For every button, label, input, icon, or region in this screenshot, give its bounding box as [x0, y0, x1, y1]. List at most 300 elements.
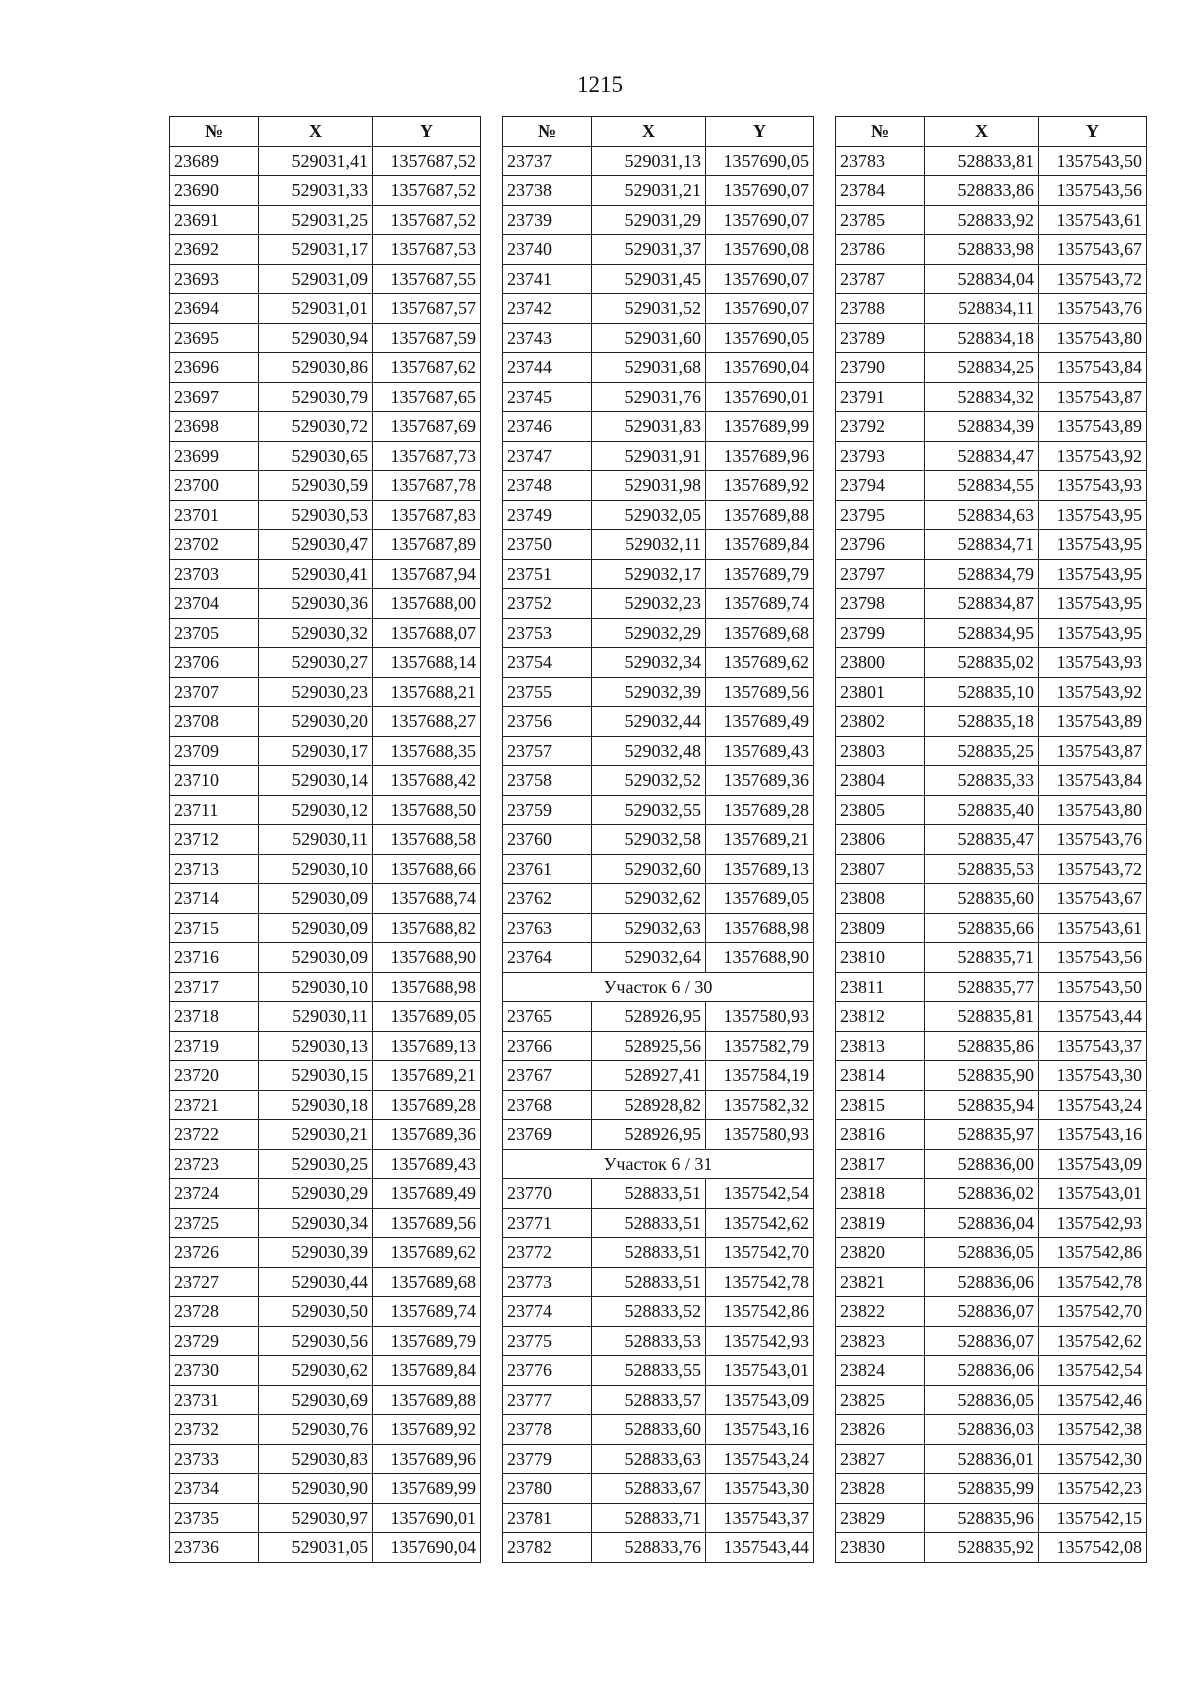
x-coordinate: 528833,60	[592, 1415, 706, 1445]
x-coordinate: 528834,47	[925, 441, 1039, 471]
y-coordinate: 1357543,44	[1039, 1002, 1147, 1032]
y-coordinate: 1357542,62	[706, 1208, 814, 1238]
point-number: 23768	[503, 1090, 592, 1120]
point-number: 23748	[503, 471, 592, 501]
table-row	[836, 589, 1147, 619]
point-number: 23709	[170, 736, 259, 766]
table-row	[170, 1061, 481, 1091]
point-number: 23800	[836, 648, 925, 678]
x-coordinate: 528833,57	[592, 1385, 706, 1415]
table-row	[836, 1326, 1147, 1356]
table-row	[836, 648, 1147, 678]
point-number: 23823	[836, 1326, 925, 1356]
x-coordinate: 528835,86	[925, 1031, 1039, 1061]
point-number: 23811	[836, 972, 925, 1002]
table-row	[836, 1533, 1147, 1563]
x-coordinate: 528836,07	[925, 1326, 1039, 1356]
point-number: 23734	[170, 1474, 259, 1504]
point-number: 23784	[836, 176, 925, 206]
point-number: 23745	[503, 382, 592, 412]
point-number: 23801	[836, 677, 925, 707]
x-coordinate: 528836,06	[925, 1356, 1039, 1386]
table-row	[503, 766, 814, 796]
y-coordinate: 1357690,04	[373, 1533, 481, 1563]
table-row	[503, 1002, 814, 1032]
table-row	[170, 382, 481, 412]
x-coordinate: 528836,07	[925, 1297, 1039, 1327]
x-coordinate: 528833,55	[592, 1356, 706, 1386]
table-row	[836, 913, 1147, 943]
table-row	[836, 235, 1147, 265]
y-coordinate: 1357690,01	[373, 1503, 481, 1533]
point-number: 23775	[503, 1326, 592, 1356]
x-coordinate: 529032,11	[592, 530, 706, 560]
y-coordinate: 1357543,95	[1039, 618, 1147, 648]
y-coordinate: 1357688,90	[706, 943, 814, 973]
table-row	[836, 441, 1147, 471]
y-coordinate: 1357543,09	[706, 1385, 814, 1415]
y-coordinate: 1357687,62	[373, 353, 481, 383]
table-row	[170, 323, 481, 353]
y-coordinate: 1357543,95	[1039, 500, 1147, 530]
x-coordinate: 528836,05	[925, 1385, 1039, 1415]
point-number: 23764	[503, 943, 592, 973]
point-number: 23774	[503, 1297, 592, 1327]
point-number: 23790	[836, 353, 925, 383]
point-number: 23690	[170, 176, 259, 206]
table-row	[170, 1503, 481, 1533]
y-coordinate: 1357543,37	[1039, 1031, 1147, 1061]
x-coordinate: 528835,81	[925, 1002, 1039, 1032]
x-coordinate: 529031,83	[592, 412, 706, 442]
x-coordinate: 529030,17	[259, 736, 373, 766]
y-coordinate: 1357543,72	[1039, 264, 1147, 294]
point-number: 23766	[503, 1031, 592, 1061]
point-number: 23796	[836, 530, 925, 560]
point-number: 23780	[503, 1474, 592, 1504]
table-row	[503, 648, 814, 678]
table-row	[836, 854, 1147, 884]
point-number: 23756	[503, 707, 592, 737]
header-number: №	[836, 117, 925, 147]
point-number: 23725	[170, 1208, 259, 1238]
table-row	[836, 1385, 1147, 1415]
table-row	[503, 471, 814, 501]
x-coordinate: 529032,52	[592, 766, 706, 796]
y-coordinate: 1357688,07	[373, 618, 481, 648]
table-row	[170, 1149, 481, 1179]
x-coordinate: 528835,99	[925, 1474, 1039, 1504]
point-number: 23765	[503, 1002, 592, 1032]
x-coordinate: 529030,41	[259, 559, 373, 589]
table-row	[503, 205, 814, 235]
table-row	[836, 1031, 1147, 1061]
y-coordinate: 1357543,67	[1039, 884, 1147, 914]
y-coordinate: 1357690,07	[706, 205, 814, 235]
table-row	[170, 1267, 481, 1297]
table-row	[170, 795, 481, 825]
y-coordinate: 1357543,44	[706, 1533, 814, 1563]
table-row	[503, 1326, 814, 1356]
point-number: 23697	[170, 382, 259, 412]
x-coordinate: 529030,53	[259, 500, 373, 530]
table-row	[836, 677, 1147, 707]
point-number: 23700	[170, 471, 259, 501]
point-number: 23691	[170, 205, 259, 235]
table-row	[836, 382, 1147, 412]
x-coordinate: 528833,51	[592, 1179, 706, 1209]
point-number: 23754	[503, 648, 592, 678]
table-row	[503, 1090, 814, 1120]
table-row	[836, 1297, 1147, 1327]
point-number: 23822	[836, 1297, 925, 1327]
y-coordinate: 1357687,78	[373, 471, 481, 501]
x-coordinate: 529030,11	[259, 1002, 373, 1032]
x-coordinate: 528835,10	[925, 677, 1039, 707]
table-row	[503, 323, 814, 353]
y-coordinate: 1357542,23	[1039, 1474, 1147, 1504]
table-row	[170, 707, 481, 737]
x-coordinate: 528834,04	[925, 264, 1039, 294]
table-row	[503, 1444, 814, 1474]
point-number: 23759	[503, 795, 592, 825]
table-row	[503, 913, 814, 943]
table-row	[170, 1385, 481, 1415]
y-coordinate: 1357688,90	[373, 943, 481, 973]
table-row	[836, 146, 1147, 176]
y-coordinate: 1357543,56	[1039, 176, 1147, 206]
x-coordinate: 528835,66	[925, 913, 1039, 943]
table-row	[503, 382, 814, 412]
y-coordinate: 1357687,55	[373, 264, 481, 294]
point-number: 23806	[836, 825, 925, 855]
coordinates-table-1	[169, 116, 481, 1563]
x-coordinate: 529030,13	[259, 1031, 373, 1061]
table-row	[836, 323, 1147, 353]
table-row	[170, 176, 481, 206]
y-coordinate: 1357689,79	[373, 1326, 481, 1356]
x-coordinate: 529030,12	[259, 795, 373, 825]
table-row	[170, 766, 481, 796]
table-row	[836, 1444, 1147, 1474]
point-number: 23815	[836, 1090, 925, 1120]
x-coordinate: 528835,60	[925, 884, 1039, 914]
y-coordinate: 1357689,43	[373, 1149, 481, 1179]
y-coordinate: 1357689,74	[373, 1297, 481, 1327]
table-row	[170, 205, 481, 235]
y-coordinate: 1357542,08	[1039, 1533, 1147, 1563]
table-row	[170, 1090, 481, 1120]
point-number: 23699	[170, 441, 259, 471]
y-coordinate: 1357689,62	[373, 1238, 481, 1268]
x-coordinate: 529030,23	[259, 677, 373, 707]
table-row	[503, 1297, 814, 1327]
y-coordinate: 1357689,28	[373, 1090, 481, 1120]
y-coordinate: 1357687,73	[373, 441, 481, 471]
header-number: №	[170, 117, 259, 147]
y-coordinate: 1357582,32	[706, 1090, 814, 1120]
x-coordinate: 529030,62	[259, 1356, 373, 1386]
table-row	[170, 736, 481, 766]
table-row	[503, 854, 814, 884]
y-coordinate: 1357690,08	[706, 235, 814, 265]
y-coordinate: 1357688,27	[373, 707, 481, 737]
table-row	[170, 825, 481, 855]
x-coordinate: 529030,76	[259, 1415, 373, 1445]
y-coordinate: 1357542,93	[1039, 1208, 1147, 1238]
y-coordinate: 1357543,67	[1039, 235, 1147, 265]
y-coordinate: 1357543,01	[1039, 1179, 1147, 1209]
table-row	[503, 176, 814, 206]
point-number: 23753	[503, 618, 592, 648]
point-number: 23777	[503, 1385, 592, 1415]
y-coordinate: 1357542,15	[1039, 1503, 1147, 1533]
table-row	[503, 795, 814, 825]
table-row	[836, 412, 1147, 442]
x-coordinate: 528833,51	[592, 1208, 706, 1238]
table-row	[836, 1090, 1147, 1120]
x-coordinate: 528835,40	[925, 795, 1039, 825]
table-row	[170, 1031, 481, 1061]
point-number: 23749	[503, 500, 592, 530]
x-coordinate: 528833,52	[592, 1297, 706, 1327]
x-coordinate: 529032,34	[592, 648, 706, 678]
x-coordinate: 529031,13	[592, 146, 706, 176]
y-coordinate: 1357543,84	[1039, 353, 1147, 383]
x-coordinate: 528835,77	[925, 972, 1039, 1002]
point-number: 23819	[836, 1208, 925, 1238]
y-coordinate: 1357687,89	[373, 530, 481, 560]
point-number: 23794	[836, 471, 925, 501]
point-number: 23707	[170, 677, 259, 707]
point-number: 23825	[836, 1385, 925, 1415]
table-row	[170, 1179, 481, 1209]
point-number: 23785	[836, 205, 925, 235]
y-coordinate: 1357542,30	[1039, 1444, 1147, 1474]
table-row	[503, 559, 814, 589]
point-number: 23723	[170, 1149, 259, 1179]
table-row	[503, 235, 814, 265]
x-coordinate: 528835,96	[925, 1503, 1039, 1533]
x-coordinate: 529030,79	[259, 382, 373, 412]
coordinates-table-2	[502, 116, 814, 1563]
point-number: 23798	[836, 589, 925, 619]
y-coordinate: 1357542,54	[706, 1179, 814, 1209]
point-number: 23742	[503, 294, 592, 324]
x-coordinate: 529030,59	[259, 471, 373, 501]
table-row	[170, 264, 481, 294]
x-coordinate: 528834,11	[925, 294, 1039, 324]
x-coordinate: 528834,32	[925, 382, 1039, 412]
table-row	[170, 471, 481, 501]
y-coordinate: 1357689,28	[706, 795, 814, 825]
y-coordinate: 1357543,30	[1039, 1061, 1147, 1091]
y-coordinate: 1357543,37	[706, 1503, 814, 1533]
x-coordinate: 529031,09	[259, 264, 373, 294]
point-number: 23704	[170, 589, 259, 619]
point-number: 23830	[836, 1533, 925, 1563]
table-row	[170, 913, 481, 943]
table-row	[170, 1208, 481, 1238]
y-coordinate: 1357543,76	[1039, 825, 1147, 855]
y-coordinate: 1357542,78	[706, 1267, 814, 1297]
x-coordinate: 529031,45	[592, 264, 706, 294]
y-coordinate: 1357690,04	[706, 353, 814, 383]
x-coordinate: 529030,47	[259, 530, 373, 560]
table-row	[170, 1002, 481, 1032]
y-coordinate: 1357688,35	[373, 736, 481, 766]
y-coordinate: 1357543,76	[1039, 294, 1147, 324]
point-number: 23829	[836, 1503, 925, 1533]
table-row	[170, 884, 481, 914]
table-row	[170, 972, 481, 1002]
table-row	[503, 1415, 814, 1445]
table-row	[836, 205, 1147, 235]
point-number: 23773	[503, 1267, 592, 1297]
table-header	[503, 117, 814, 147]
table-row	[170, 1238, 481, 1268]
table-row	[170, 1356, 481, 1386]
point-number: 23813	[836, 1031, 925, 1061]
table-row	[836, 559, 1147, 589]
x-coordinate: 528834,87	[925, 589, 1039, 619]
y-coordinate: 1357542,70	[706, 1238, 814, 1268]
point-number: 23736	[170, 1533, 259, 1563]
x-coordinate: 528833,98	[925, 235, 1039, 265]
point-number: 23733	[170, 1444, 259, 1474]
point-number: 23816	[836, 1120, 925, 1150]
x-coordinate: 528836,02	[925, 1179, 1039, 1209]
point-number: 23771	[503, 1208, 592, 1238]
x-coordinate: 529030,69	[259, 1385, 373, 1415]
point-number: 23689	[170, 146, 259, 176]
point-number: 23792	[836, 412, 925, 442]
table-row	[503, 1061, 814, 1091]
x-coordinate: 529030,50	[259, 1297, 373, 1327]
x-coordinate: 528834,79	[925, 559, 1039, 589]
y-coordinate: 1357688,66	[373, 854, 481, 884]
table-row	[836, 618, 1147, 648]
table-row	[836, 530, 1147, 560]
table-header	[170, 117, 481, 147]
y-coordinate: 1357687,69	[373, 412, 481, 442]
table-row	[170, 677, 481, 707]
y-coordinate: 1357689,62	[706, 648, 814, 678]
y-coordinate: 1357689,99	[706, 412, 814, 442]
table-row	[503, 884, 814, 914]
y-coordinate: 1357688,58	[373, 825, 481, 855]
table-row	[503, 943, 814, 973]
x-coordinate: 528835,53	[925, 854, 1039, 884]
table-row	[836, 1356, 1147, 1386]
point-number: 23797	[836, 559, 925, 589]
point-number: 23795	[836, 500, 925, 530]
table-row	[836, 1208, 1147, 1238]
y-coordinate: 1357543,93	[1039, 471, 1147, 501]
x-coordinate: 529031,33	[259, 176, 373, 206]
y-coordinate: 1357689,36	[373, 1120, 481, 1150]
header-row	[503, 117, 814, 147]
table-body	[836, 146, 1147, 1562]
y-coordinate: 1357542,54	[1039, 1356, 1147, 1386]
y-coordinate: 1357689,13	[373, 1031, 481, 1061]
y-coordinate: 1357689,92	[706, 471, 814, 501]
x-coordinate: 529031,01	[259, 294, 373, 324]
y-coordinate: 1357688,50	[373, 795, 481, 825]
point-number: 23740	[503, 235, 592, 265]
y-coordinate: 1357542,46	[1039, 1385, 1147, 1415]
table-row	[503, 441, 814, 471]
table-row	[170, 589, 481, 619]
point-number: 23762	[503, 884, 592, 914]
y-coordinate: 1357542,93	[706, 1326, 814, 1356]
y-coordinate: 1357690,07	[706, 264, 814, 294]
point-number: 23757	[503, 736, 592, 766]
y-coordinate: 1357689,88	[373, 1385, 481, 1415]
y-coordinate: 1357543,92	[1039, 677, 1147, 707]
x-coordinate: 528835,47	[925, 825, 1039, 855]
x-coordinate: 529031,41	[259, 146, 373, 176]
x-coordinate: 529030,34	[259, 1208, 373, 1238]
point-number: 23769	[503, 1120, 592, 1150]
y-coordinate: 1357542,70	[1039, 1297, 1147, 1327]
x-coordinate: 529030,86	[259, 353, 373, 383]
x-coordinate: 529030,83	[259, 1444, 373, 1474]
y-coordinate: 1357687,52	[373, 205, 481, 235]
x-coordinate: 529030,36	[259, 589, 373, 619]
table-row	[836, 707, 1147, 737]
point-number: 23724	[170, 1179, 259, 1209]
table-row	[170, 235, 481, 265]
x-coordinate: 528835,02	[925, 648, 1039, 678]
table-row	[170, 648, 481, 678]
x-coordinate: 529030,29	[259, 1179, 373, 1209]
point-number: 23750	[503, 530, 592, 560]
point-number: 23804	[836, 766, 925, 796]
point-number: 23758	[503, 766, 592, 796]
table-row	[503, 589, 814, 619]
y-coordinate: 1357689,05	[373, 1002, 481, 1032]
table-row	[836, 1120, 1147, 1150]
x-coordinate: 529030,25	[259, 1149, 373, 1179]
y-coordinate: 1357543,93	[1039, 648, 1147, 678]
table-row	[503, 1208, 814, 1238]
point-number: 23817	[836, 1149, 925, 1179]
table-row	[836, 1002, 1147, 1032]
x-coordinate: 529030,44	[259, 1267, 373, 1297]
x-coordinate: 529032,55	[592, 795, 706, 825]
table-row	[836, 1061, 1147, 1091]
point-number: 23778	[503, 1415, 592, 1445]
table-row	[170, 559, 481, 589]
x-coordinate: 528834,71	[925, 530, 1039, 560]
x-coordinate: 528834,55	[925, 471, 1039, 501]
x-coordinate: 528835,97	[925, 1120, 1039, 1150]
table-row	[836, 1267, 1147, 1297]
point-number: 23776	[503, 1356, 592, 1386]
table-row	[503, 146, 814, 176]
x-coordinate: 529031,91	[592, 441, 706, 471]
x-coordinate: 529032,60	[592, 854, 706, 884]
y-coordinate: 1357689,84	[706, 530, 814, 560]
y-coordinate: 1357543,95	[1039, 559, 1147, 589]
x-coordinate: 529030,97	[259, 1503, 373, 1533]
y-coordinate: 1357689,56	[706, 677, 814, 707]
table-body	[503, 146, 814, 1562]
x-coordinate: 528835,18	[925, 707, 1039, 737]
point-number: 23735	[170, 1503, 259, 1533]
coordinates-table-3	[835, 116, 1147, 1563]
